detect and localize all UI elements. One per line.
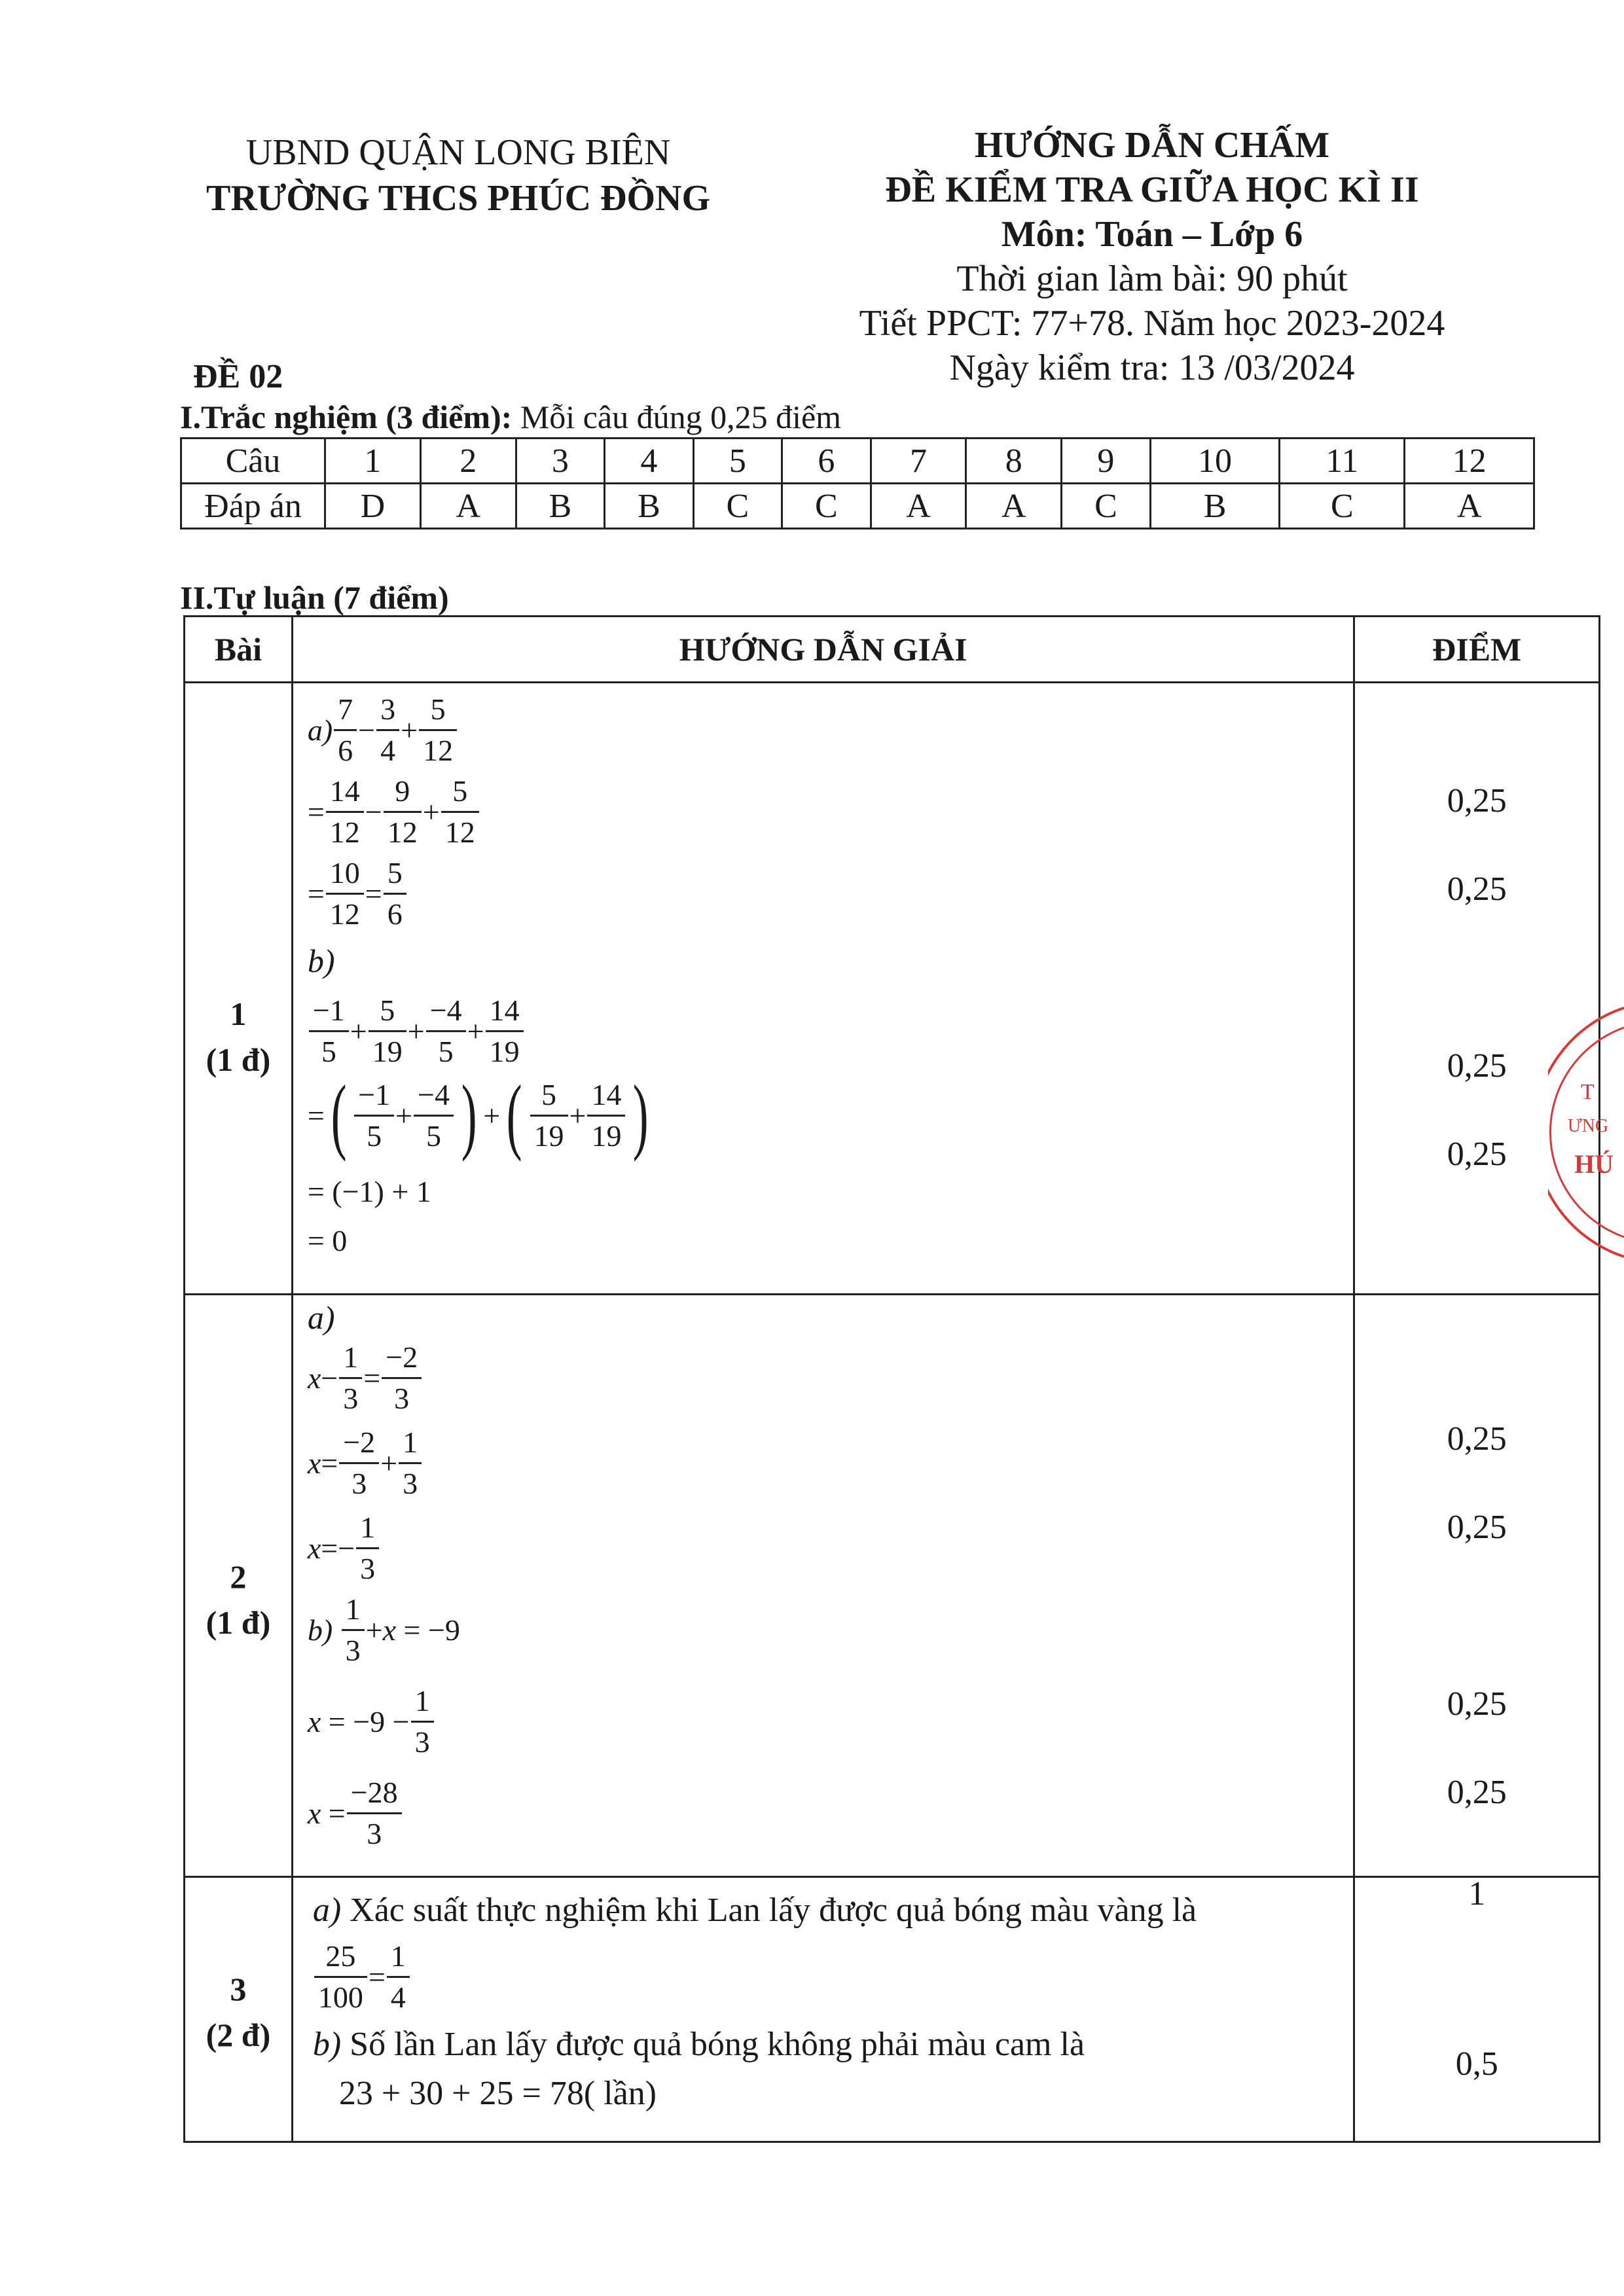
mc-answer-table: [180, 437, 1535, 529]
b1-a-line3: = $\frac{10}{12}$ = $\frac{5}{6}$: [308, 853, 408, 934]
guide-cell: [292, 1295, 1354, 1877]
mc-title-rest: Mỗi câu đúng 0,25 điểm: [512, 399, 842, 435]
mc-question: 5: [693, 439, 782, 484]
mc-question: 1: [325, 439, 421, 484]
stamp-text: HÚ: [1574, 1149, 1614, 1179]
essay-row-2: [185, 1295, 1600, 1877]
b3-a-label: a): [312, 1892, 342, 1929]
subject-line: Môn: Toán – Lớp 6: [1001, 214, 1303, 255]
b2-a-line2: x = $\frac{-2}{3}$ + $\frac{1}{3}$: [308, 1423, 423, 1503]
b2-b-line3: x = $\frac{-28}{3}$: [308, 1773, 403, 1854]
b1-b-line4: = 0: [307, 1224, 348, 1257]
date-line: Ngày kiểm tra: 13 /03/2024: [949, 348, 1355, 388]
bai-cell: [185, 683, 293, 1295]
mc-title-bold: I.Trắc nghiệm (3 điểm):: [180, 399, 513, 435]
exam-header: [805, 123, 1499, 390]
b1-b-line2: = ( $\frac{-1}{5}$ + $\frac{-4}{5}$ ) + ( $\frac{5}{19}$ + $\frac{14}{19}$ ): [307, 1068, 649, 1162]
guide-cell: [292, 683, 1354, 1295]
score-value: 0,25: [1447, 782, 1507, 819]
mc-question: 6: [782, 439, 871, 484]
doc-title: HƯỚNG DẪN CHẤM: [974, 125, 1330, 166]
essay-header-row: [185, 617, 1600, 683]
mc-answer-row: [181, 484, 1534, 529]
mc-answer: B: [516, 484, 604, 529]
score-value: 0,5: [1455, 2045, 1498, 2083]
b1-a-line1: a) $\frac{7}{6}$ − $\frac{3}{4}$ + $\frac{5}{12}$: [308, 690, 458, 770]
exam-title: ĐỀ KIỂM TRA GIỮA HỌC KÌ II: [885, 170, 1419, 210]
b3-a-calc: $\frac{25}{100}$ = $\frac{1}{4}$: [313, 1937, 411, 2017]
b3-a-desc: Xác suất thực nghiệm khi Lan lấy được quả bóng màu vàng là: [341, 1892, 1197, 1929]
b3-b-desc: Số lần Lan lấy được quả bóng không phải màu cam là: [341, 2026, 1085, 2063]
essay-row-1: [185, 683, 1600, 1295]
exam-code: ĐỀ 02: [193, 358, 283, 395]
school-header: [157, 130, 759, 221]
b1-b-label: b): [307, 942, 335, 979]
mc-question-row: [181, 439, 1534, 484]
mc-answer: C: [1062, 484, 1150, 529]
school-stamp-fragment: [1548, 1001, 1624, 1263]
score-value: 0,25: [1447, 1774, 1507, 1811]
school-name: TRƯỜNG THCS PHÚC ĐỒNG: [206, 178, 711, 219]
b3-b-text: [313, 2025, 1085, 2064]
bai-points: (1 đ): [206, 1041, 271, 1078]
mc-row-label: Đáp án: [181, 484, 325, 529]
mc-question: 12: [1405, 439, 1534, 484]
bai-points: (1 đ): [206, 1604, 271, 1641]
col-score: ĐIỂM: [1354, 617, 1600, 683]
mc-answer: A: [420, 484, 516, 529]
mc-question: 11: [1280, 439, 1405, 484]
b3-b-calc: 23 + 30 + 25 = 78( lần): [338, 2075, 657, 2112]
score-value: 0,25: [1447, 870, 1507, 908]
mc-answer: D: [325, 484, 421, 529]
bai-points: (2 đ): [206, 2017, 271, 2053]
b1-b-line3: = (−1) + 1: [307, 1175, 431, 1208]
mc-answer: C: [1280, 484, 1405, 529]
col-bai: Bài: [185, 617, 293, 683]
mc-answer: B: [1150, 484, 1280, 529]
score-value: 0,25: [1447, 1685, 1507, 1723]
mc-question: 7: [871, 439, 966, 484]
mc-answer: A: [966, 484, 1062, 529]
b2-a-line3: x =− $\frac{1}{3}$: [308, 1508, 380, 1588]
mc-question: 2: [420, 439, 516, 484]
mc-question: 10: [1150, 439, 1280, 484]
score-cell: [1354, 1295, 1600, 1877]
essay-row-3: [185, 1877, 1600, 2142]
b2-a-line1: x − $\frac{1}{3}$ = $\frac{-2}{3}$: [308, 1338, 423, 1418]
mc-answer: A: [1405, 484, 1534, 529]
bai-cell: [185, 1295, 293, 1877]
essay-table: [183, 615, 1600, 2143]
mc-answer: C: [782, 484, 871, 529]
score-value: 0,25: [1447, 1047, 1507, 1085]
mc-question: 3: [516, 439, 604, 484]
b2-b-line2: x = −9 − $\frac{1}{3}$: [308, 1681, 435, 1762]
b1-b-line1: $\frac{-1}{5}$ + $\frac{5}{19}$ + $\frac{-4}{5}$ + $\frac{14}{19}$: [308, 991, 525, 1071]
mc-answer: A: [871, 484, 966, 529]
mc-answer: C: [693, 484, 782, 529]
guide-cell: [292, 1877, 1354, 2142]
mc-question: 4: [605, 439, 693, 484]
district-name: UBND QUẬN LONG BIÊN: [245, 132, 671, 173]
b3-a-text: [313, 1891, 1197, 1929]
mc-question: 9: [1062, 439, 1150, 484]
bai-number: 3: [230, 1971, 247, 2007]
score-value: 0,25: [1447, 1136, 1507, 1173]
stamp-text: ƯNG: [1568, 1116, 1609, 1136]
b2-a-label: a): [307, 1299, 335, 1336]
col-guide: HƯỚNG DẪN GIẢI: [292, 617, 1354, 683]
score-cell: [1354, 1877, 1600, 2142]
bai-cell: [185, 1877, 293, 2142]
mc-answer: B: [605, 484, 693, 529]
stamp-text: T: [1581, 1080, 1595, 1104]
period-line: Tiết PPCT: 77+78. Năm học 2023-2024: [859, 303, 1445, 344]
bai-number: 1: [230, 996, 247, 1032]
b1-a-line2: = $\frac{14}{12}$ − $\frac{9}{12}$ + $\frac{5}{12}$: [308, 772, 480, 852]
mc-section-title: [180, 398, 841, 436]
b3-b-label: b): [312, 2026, 342, 2063]
mc-question: 8: [966, 439, 1062, 484]
score-value: 0,25: [1447, 1420, 1507, 1458]
score-value: 1: [1468, 1875, 1486, 1912]
mc-row-label: Câu: [181, 439, 325, 484]
duration-line: Thời gian làm bài: 90 phút: [956, 259, 1348, 299]
bai-number: 2: [230, 1558, 247, 1595]
score-value: 0,25: [1447, 1509, 1507, 1546]
essay-section-title: II.Tự luận (7 điểm): [180, 579, 449, 616]
b2-b-line1: b) $\frac{1}{3}$ + x = −9: [308, 1590, 460, 1670]
